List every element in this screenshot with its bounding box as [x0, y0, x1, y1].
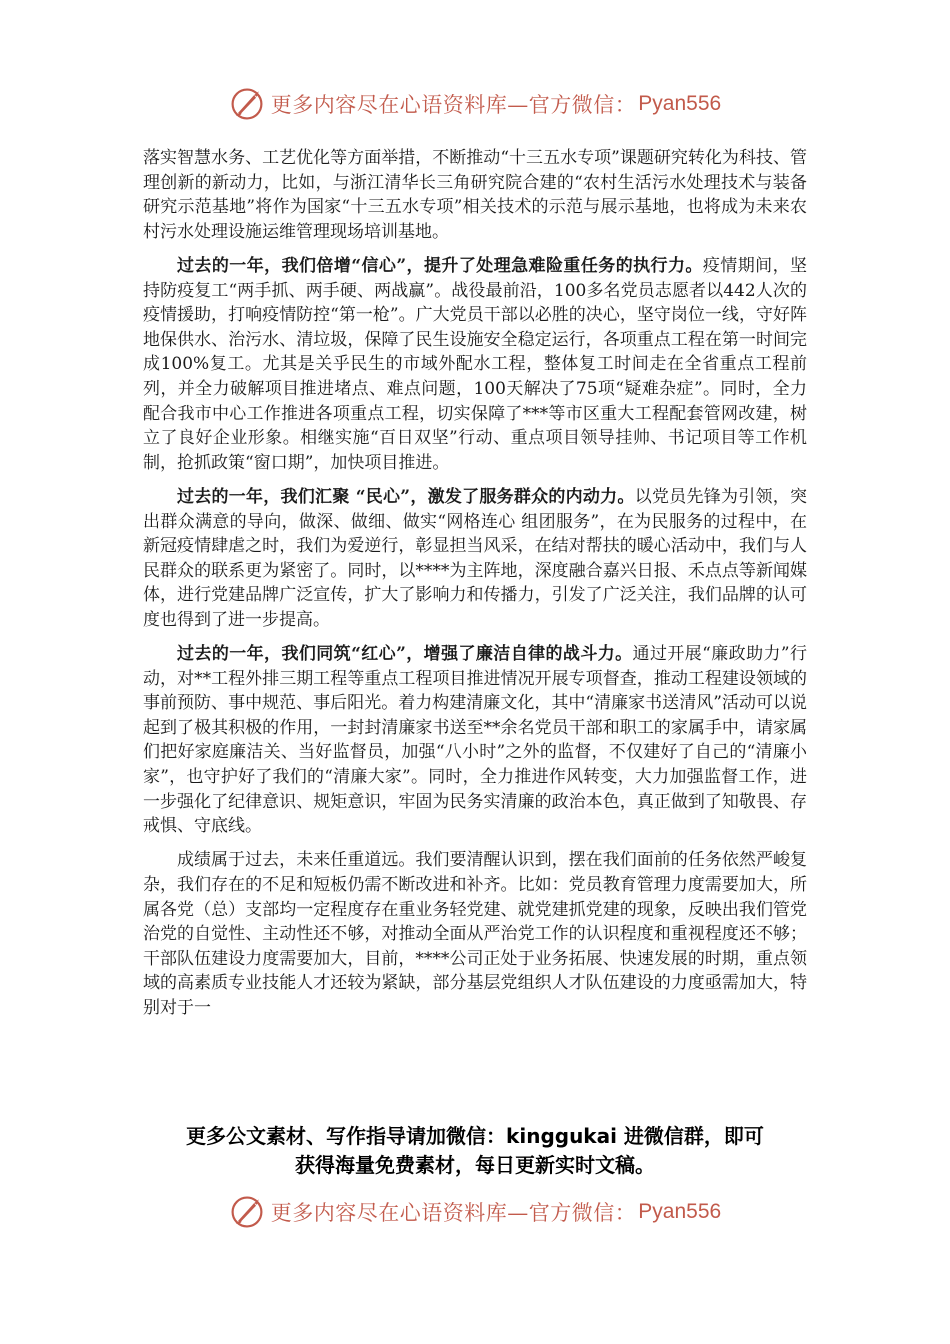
paragraph-text: 落实智慧水务、工艺优化等方面举措，不断推动“十三五水专项”课题研究转化为科技、管理创新的新动力，比如，与浙江清华长三角研究院合建的“农村生活污水处理技术与装备研究示范基地”将作为国家“十三五水专项”相关技术的示范与展示基地，也将成为未来农村污水处理设施运维管理现场培训基地。 — [143, 148, 807, 242]
promo-line-1: 更多公文素材、写作指导请加微信：kinggukai 进微信群，即可 — [186, 1124, 764, 1148]
watermark-id: Pyan556 — [638, 92, 722, 115]
paragraph-text: 以党员先锋为引领，突出群众满意的导向，做深、做细、做实“网格连心 组团服务”，在为民服务的过程中，在新冠疫情肆虐之时，我们为爱逆行，彰显担当风采，在结对帮扶的暖心活动中，我们与人民群众的联系更为紧密了。同时，以****为主阵地，深度融合嘉兴日报、禾点点等新闻媒体，进行党建品牌广泛宣传，扩大了影响力和传播力，引发了广泛关注，我们品牌的认可度也得到了进一步提高。 — [143, 486, 808, 630]
paragraph-text: 通过开展“廉政助力”行动，对**工程外排三期工程等重点工程项目推进情况开展专项督查，推动工程建设领域的事前预防、事中规范、事后阳光。着力构建清廉文化，其中“清廉家书送清风”活动可以说起到了极其积极的作用，一封封清廉家书送至**余名党员干部和职工的家属手中，请家属们把好家庭廉洁关、当好监督员，加强“八小时”之外的监督，不仅建好了自己的“清廉小家”，也守护好了我们的“清廉大家”。同时，全力推进作风转变，大力加强监督工作，进一步强化了纪律意识、规矩意识，牢固为民务实清廉的政治本色，真正做到了知敬畏、存戒惧、守底线。 — [143, 644, 807, 837]
brand-logo-icon — [229, 86, 265, 122]
paragraph-lead: 过去的一年，我们倍增“信心”，提升了处理急难险重任务的执行力。 — [177, 255, 703, 276]
document-body — [143, 146, 807, 1030]
paragraph-2 — [143, 254, 807, 475]
paragraph-lead: 过去的一年，我们同筑“红心”，增强了廉洁自律的战斗力。 — [177, 644, 633, 665]
paragraph-5 — [143, 848, 807, 1020]
watermark-id: Pyan556 — [638, 1200, 722, 1223]
paragraph-3 — [143, 485, 807, 633]
promo-line-2: 获得海量免费素材，每日更新实时文稿。 — [295, 1153, 655, 1177]
promo-footer — [120, 1122, 830, 1180]
brand-logo-icon — [229, 1194, 265, 1230]
paragraph-text: 成绩属于过去，未来任重道远。我们要清醒认识到，摆在我们面前的任务依然严峻复杂，我们存在的不足和短板仍需不断改进和补齐。比如：党员教育管理力度需要加大，所属各党（总）支部均一定程度存在重业务轻党建、就党建抓党建的现象，反映出我们管党治党的自觉性、主动性还不够，对推动全面从严治党工作的认识程度和重视程度还不够；干部队伍建设力度需要加大，目前，****公司正处于业务拓展、快速发展的时期，重点领域的高素质专业技能人才还较为紧缺，部分基层党组织人才队伍建设的力度亟需加大，特别对于一 — [143, 850, 807, 1018]
paragraph-1 — [143, 146, 807, 244]
watermark-text: 更多内容尽在心语资料库—官方微信： — [270, 1201, 637, 1225]
paragraph-text: 疫情期间，坚持防疫复工“两手抓、两手硬、两战赢”。战役最前沿，100多名党员志愿者以442人次的疫情援助，打响疫情防控“第一枪”。广大党员干部以必胜的决心，坚守岗位一线，守好阵地保供水、治污水、清垃圾，保障了民生设施安全稳定运行，各项重点工程在第一时间完成100%复工。尤其是关乎民生的市域外配水工程，整体复工时间走在全省重点工程前列，并全力破解项目推进堵点、难点问题，100天解决了75项“疑难杂症”。同时，全力配合我市中心工作推进各项重点工程，切实保障了***等市区重大工程配套管网改建，树立了良好企业形象。相继实施“百日双坚”行动、重点项目领导挂帅、书记项目等工作机制，抢抓政策“窗口期”，加快项目推进。 — [143, 255, 808, 473]
paragraph-lead: 过去的一年，我们汇聚 “民心”，激发了服务群众的内动力。 — [177, 486, 635, 507]
watermark-banner-top — [0, 82, 950, 126]
watermark-text: 更多内容尽在心语资料库—官方微信： — [270, 93, 637, 117]
paragraph-4 — [143, 642, 807, 839]
watermark-banner-bottom — [0, 1190, 950, 1234]
